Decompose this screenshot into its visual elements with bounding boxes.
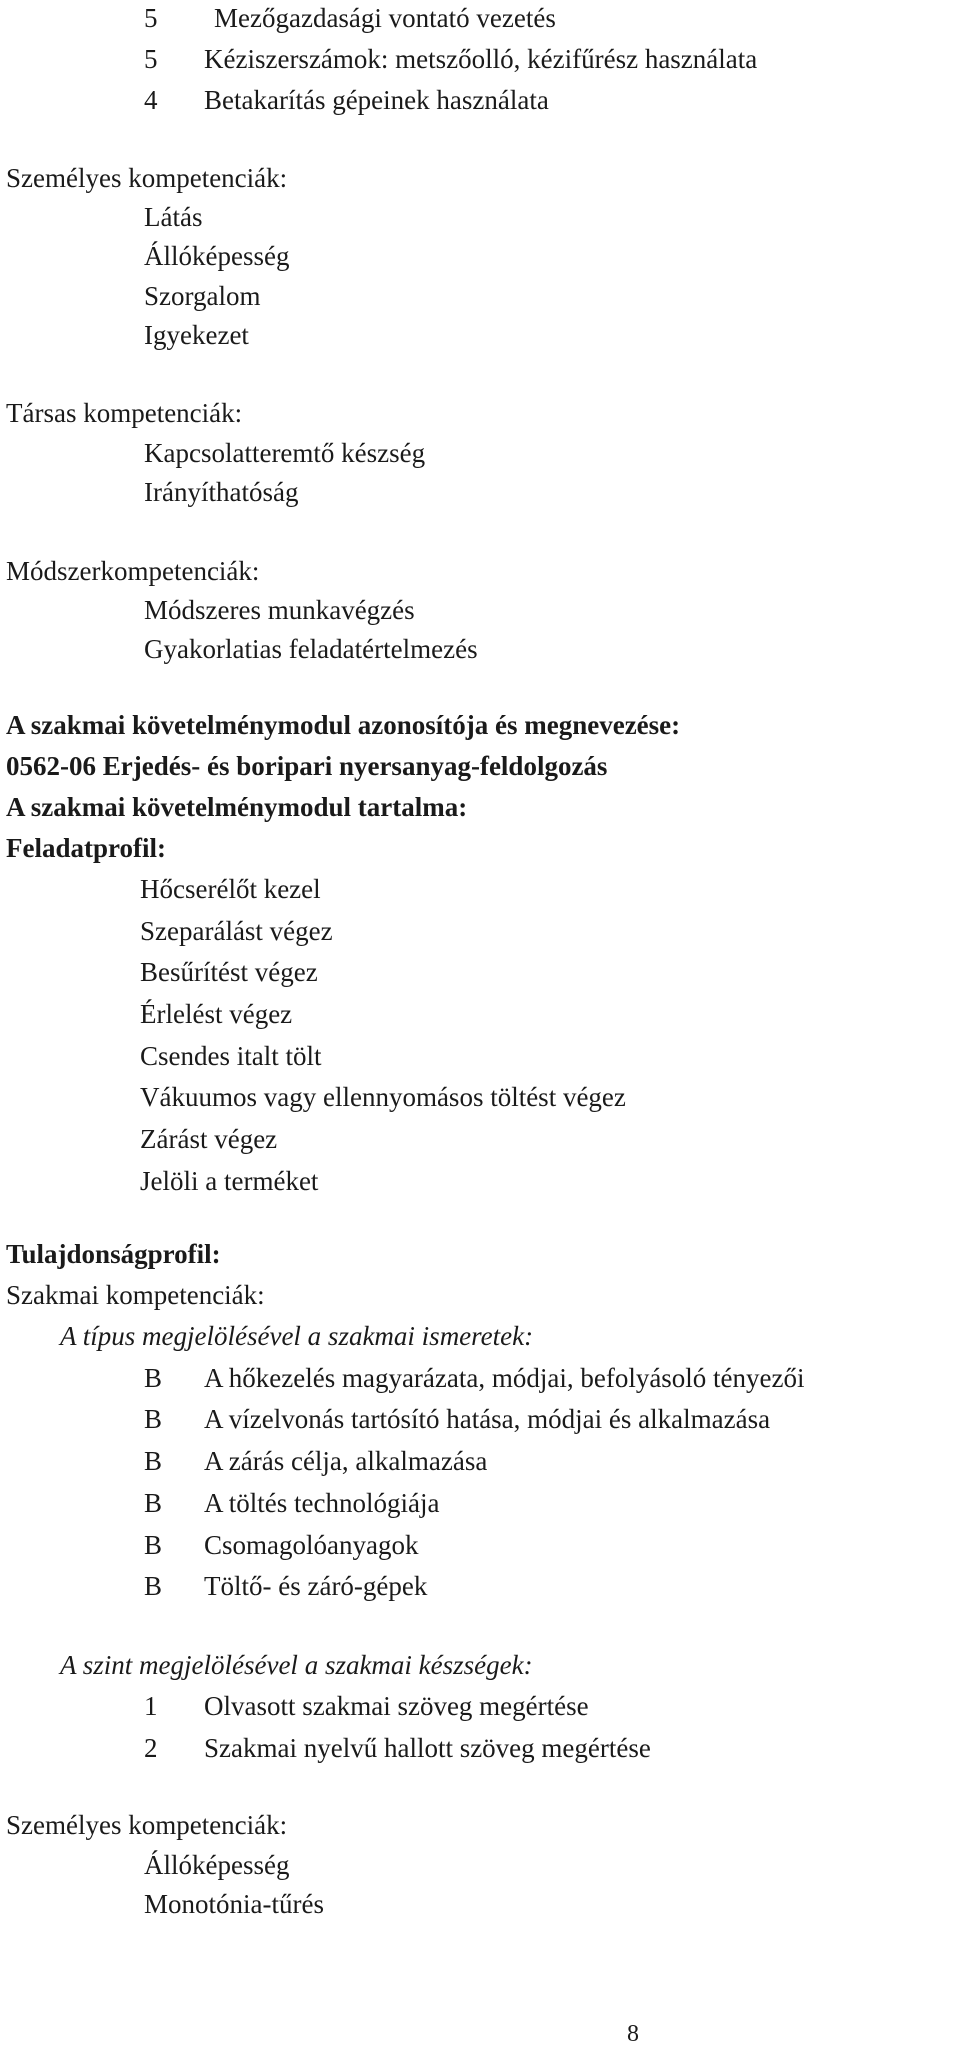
- skills-heading: A szint megjelölésével a szakmai készségek:: [60, 1650, 533, 1680]
- module-content-heading: A szakmai követelménymodul tartalma:: [6, 792, 468, 822]
- skill-text: Betakarítás gépeinek használata: [204, 85, 549, 115]
- knowledge-type: B: [144, 1446, 163, 1476]
- section-heading-personal: Személyes kompetenciák:: [6, 1810, 288, 1840]
- list-item: Igyekezet: [144, 320, 249, 350]
- skill-level: 1: [144, 1691, 158, 1721]
- list-item: Irányíthatóság: [144, 477, 299, 507]
- skill-text: Szakmai nyelvű hallott szöveg megértése: [204, 1733, 651, 1763]
- property-profile-heading: Tulajdonságprofil:: [6, 1239, 221, 1269]
- knowledge-text: Töltő- és záró-gépek: [204, 1571, 428, 1601]
- list-item: Szorgalom: [144, 281, 261, 311]
- task-item: Besűrítést végez: [140, 957, 318, 987]
- section-heading-method: Módszerkompetenciák:: [6, 556, 260, 586]
- list-item: Állóképesség: [144, 241, 290, 271]
- knowledge-type: B: [144, 1530, 163, 1560]
- knowledge-text: Csomagolóanyagok: [204, 1530, 419, 1560]
- task-item: Érlelést végez: [140, 999, 293, 1029]
- knowledge-type: B: [144, 1571, 163, 1601]
- knowledge-type: B: [144, 1404, 163, 1434]
- module-id-heading: A szakmai követelménymodul azonosítója és megnevezése:: [6, 710, 681, 740]
- knowledge-heading: A típus megjelölésével a szakmai ismeretek:: [60, 1321, 534, 1351]
- section-heading-personal: Személyes kompetenciák:: [6, 163, 288, 193]
- list-item: Állóképesség: [144, 1850, 290, 1880]
- task-profile-heading: Feladatprofil:: [6, 833, 166, 863]
- list-item: Kapcsolatteremtő készség: [144, 438, 426, 468]
- knowledge-text: A töltés technológiája: [204, 1488, 440, 1518]
- skill-text: Mezőgazdasági vontató vezetés: [214, 3, 556, 33]
- task-item: Csendes italt tölt: [140, 1041, 322, 1071]
- knowledge-text: A hőkezelés magyarázata, módjai, befolyásoló tényezői: [204, 1363, 805, 1393]
- professional-competences-heading: Szakmai kompetenciák:: [6, 1280, 265, 1310]
- task-item: Vákuumos vagy ellennyomásos töltést végez: [140, 1082, 626, 1112]
- knowledge-type: B: [144, 1488, 163, 1518]
- skill-text: Kéziszerszámok: metszőolló, kézifűrész használata: [204, 44, 758, 74]
- skill-text: Olvasott szakmai szöveg megértése: [204, 1691, 589, 1721]
- task-item: Szeparálást végez: [140, 916, 333, 946]
- task-item: Hőcserélőt kezel: [140, 874, 321, 904]
- list-item: Gyakorlatias feladatértelmezés: [144, 634, 478, 664]
- skill-level: 5: [144, 44, 158, 74]
- knowledge-text: A vízelvonás tartósító hatása, módjai és alkalmazása: [204, 1404, 771, 1434]
- section-heading-social: Társas kompetenciák:: [6, 398, 243, 428]
- list-item: Monotónia-tűrés: [144, 1889, 324, 1919]
- knowledge-type: B: [144, 1363, 163, 1393]
- knowledge-text: A zárás célja, alkalmazása: [204, 1446, 488, 1476]
- task-item: Zárást végez: [140, 1124, 278, 1154]
- skill-level: 5: [144, 3, 158, 33]
- skill-level: 2: [144, 1733, 158, 1763]
- module-id-name: 0562-06 Erjedés- és boripari nyersanyag-feldolgozás: [6, 751, 608, 781]
- page-number: 8: [627, 2021, 639, 2047]
- task-item: Jelöli a terméket: [140, 1166, 319, 1196]
- list-item: Látás: [144, 202, 203, 232]
- skill-level: 4: [144, 85, 158, 115]
- list-item: Módszeres munkavégzés: [144, 595, 415, 625]
